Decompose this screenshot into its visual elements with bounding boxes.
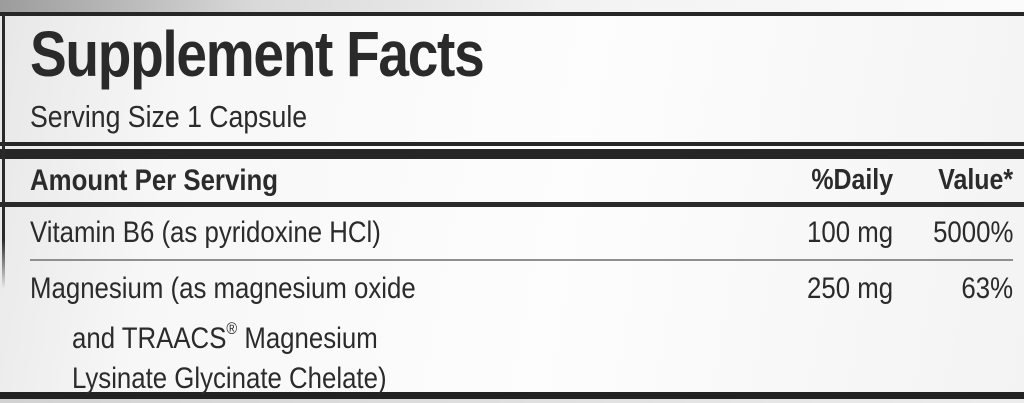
divider-thick-line (0, 149, 1024, 159)
table-row-magnesium (30, 261, 1013, 395)
top-gradient-strip (0, 0, 1024, 12)
panel-title: Supplement Facts (30, 18, 484, 90)
nutrient-amount: 250 mg (806, 272, 893, 305)
table-row-vitamin-b6 (30, 207, 1013, 259)
header-amount-per-serving: Amount Per Serving (30, 163, 279, 197)
serving-size-row (30, 92, 1013, 142)
nutrient-name-line2: and TRAACS® Magnesium (72, 319, 378, 355)
nutrient-name-line3: Lysinate Glycinate Chelate) (72, 362, 387, 395)
nutrient-name (30, 269, 781, 399)
nutrient-percent: 5000% (932, 216, 1013, 249)
nutrient-amount: 100 mg (806, 216, 893, 249)
header-value: Value* (938, 164, 1013, 196)
nutrient-name: Vitamin B6 (as pyridoxine HCl) (30, 216, 381, 249)
thick-divider-bar (0, 142, 1024, 159)
bottom-gradient-strip (0, 399, 1024, 403)
rows-content (0, 207, 1024, 395)
title-row (30, 16, 1013, 92)
serving-size-text: Serving Size 1 Capsule (30, 99, 308, 134)
nutrient-name-line1: Magnesium (as magnesium oxide (30, 272, 416, 305)
table-content (0, 159, 1024, 202)
header-percent-daily: %Daily (811, 164, 893, 196)
nutrient-percent: 63% (961, 272, 1013, 305)
registered-trademark-symbol: ® (226, 319, 238, 338)
panel-content (0, 16, 1024, 142)
left-border-rule (2, 14, 5, 289)
table-header-row (30, 159, 1013, 202)
